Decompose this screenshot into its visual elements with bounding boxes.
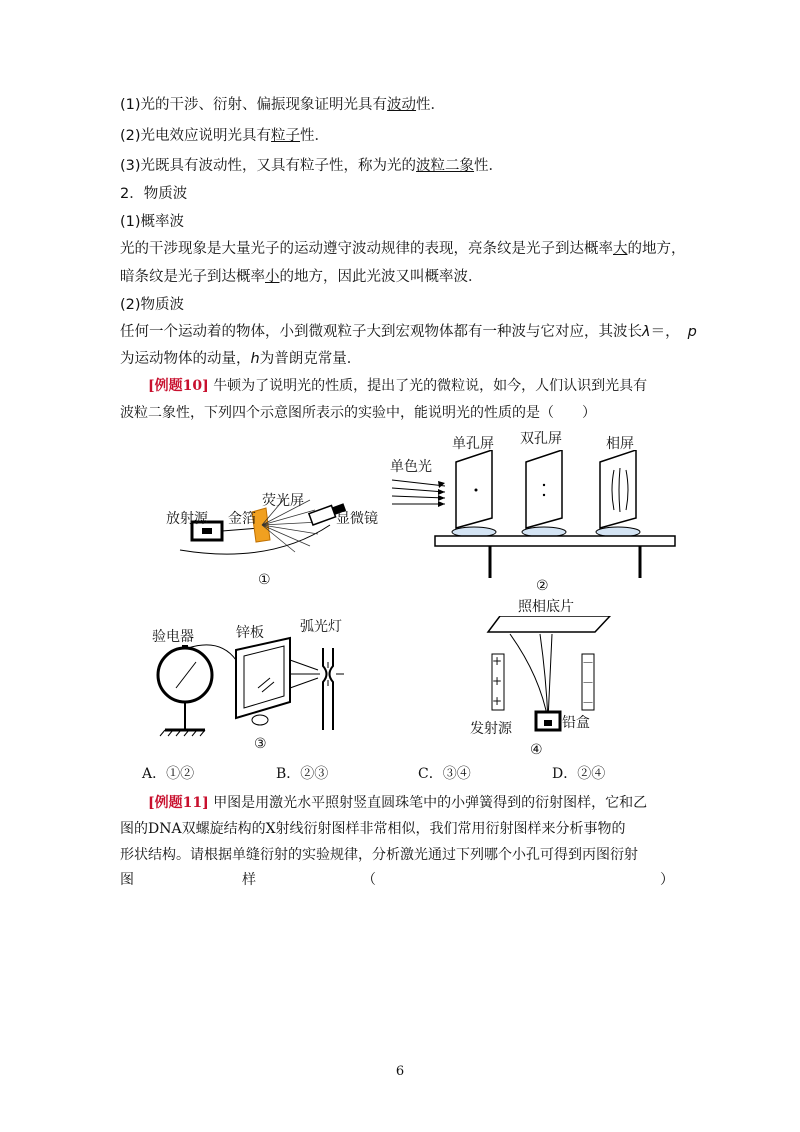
- item-3: (3)光既具有波动性，又具有粒子性，称为光的波粒二象性．: [120, 158, 504, 174]
- page-number: 6: [395, 1064, 405, 1079]
- fig3-number: ③: [254, 736, 267, 752]
- fig1-screen-label: 荧光屏: [262, 493, 304, 509]
- fig3-zinc-label: 锌板: [236, 625, 264, 641]
- example-11-line-4a: 图: [120, 872, 134, 888]
- fig3-lamp-label: 弧光灯: [300, 619, 342, 635]
- fig2-single-slit-label: 单孔屏: [452, 436, 494, 452]
- paragraph-2: 暗条纹是光子到达概率小的地方，因此光波又叫概率波．: [120, 269, 483, 285]
- figure-2-double-slit: [390, 450, 680, 580]
- fig4-minus-3: －: [582, 696, 595, 710]
- heading-matter-wave-2: (2)物质波: [120, 297, 185, 313]
- example-10-line-2: 波粒二象性，下列四个示意图所表示的实验中，能说明光的性质的是（ ）: [120, 405, 596, 421]
- paragraph-1: 光的干涉现象是大量光子的运动遵守波动规律的表现，亮条纹是光子到达概率大的地方，: [120, 241, 686, 257]
- fig4-box-label: 铅盒: [562, 715, 590, 731]
- fig4-minus-1: －: [582, 656, 595, 670]
- example-10-line-1: [例题10] 牛顿为了说明光的性质，提出了光的微粒说，如今，人们认识到光具有: [148, 378, 648, 394]
- paragraph-3: 任何一个运动着的物体，小到微观粒子大到宏观物体都有一种波与它对应，其波长λ＝， p: [120, 324, 697, 340]
- example-11-line-4d: ）: [660, 872, 674, 888]
- example-11-line-1: [例题11] 甲图是用激光水平照射竖直圆珠笔中的小弹簧得到的衍射图样，它和乙: [148, 795, 648, 811]
- example-11-line-4b: 样: [242, 872, 256, 888]
- fig2-double-slit-label: 双孔屏: [520, 431, 562, 447]
- example-11-line-2: 图的DNA双螺旋结构的X射线衍射图样非常相似，我们常用衍射图样来分析事物的: [120, 821, 626, 837]
- figure-3-photoelectric: [140, 630, 370, 745]
- fig4-number: ④: [530, 742, 543, 758]
- fig4-plus-2: +: [492, 674, 503, 688]
- fig4-plus-3: +: [492, 694, 503, 708]
- fig4-film-label: 照相底片: [518, 599, 574, 615]
- fig2-number: ②: [536, 578, 549, 594]
- fig1-microscope-label: 显微镜: [336, 511, 378, 527]
- fig4-minus-2: －: [582, 676, 595, 690]
- heading-probability-wave: (1)概率波: [120, 214, 185, 230]
- option-b[interactable]: B．②③: [276, 766, 329, 782]
- fig1-number: ①: [258, 572, 271, 588]
- fig4-plus-1: +: [492, 654, 503, 668]
- fig1-source-label: 放射源: [166, 511, 208, 527]
- example-11-line-4c: （: [362, 872, 376, 888]
- option-d[interactable]: D．②④: [552, 766, 606, 782]
- fig2-light-label: 单色光: [390, 459, 432, 475]
- heading-matter-wave: 2．物质波: [120, 186, 188, 202]
- item-2: (2)光电效应说明光具有粒子性．: [120, 128, 330, 144]
- fig2-screen-label: 相屏: [606, 436, 634, 452]
- example-11-line-3: 形状结构。请根据单缝衍射的实验规律，分析激光通过下列哪个小孔可得到丙图衍射: [120, 847, 638, 863]
- item-1: (1)光的干涉、衍射、偏振现象证明光具有波动性．: [120, 97, 446, 113]
- option-c[interactable]: C．③④: [418, 766, 471, 782]
- fig4-source-label: 发射源: [470, 721, 512, 737]
- paragraph-4: 为运动物体的动量，h为普朗克常量．: [120, 351, 362, 367]
- fig3-electroscope-label: 验电器: [152, 629, 194, 645]
- fig1-foil-label: 金箔: [228, 511, 256, 527]
- option-a[interactable]: A．①②: [142, 766, 195, 782]
